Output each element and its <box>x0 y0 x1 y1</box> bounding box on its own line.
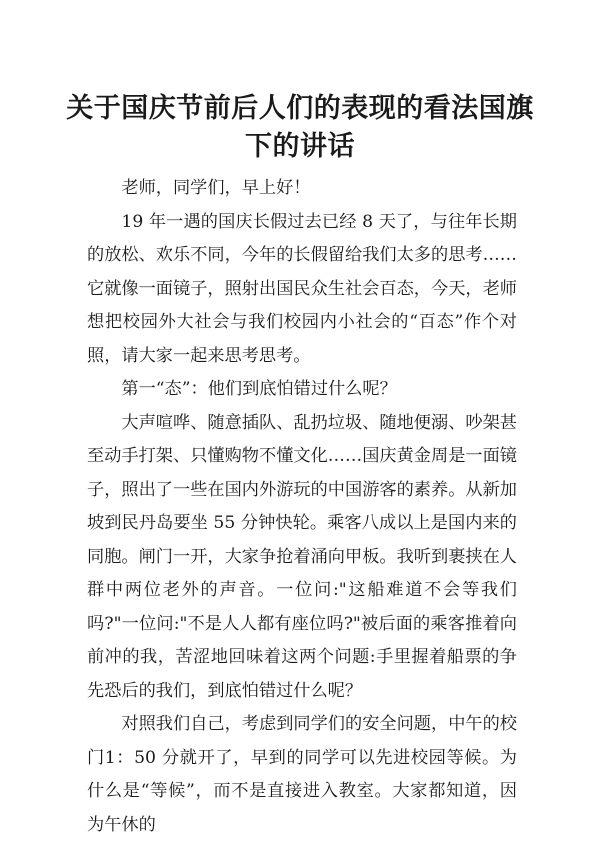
paragraph-greeting: 老师，同学们，早上好！ <box>121 178 311 198</box>
page-title: 关于国庆节前后人们的表现的看法国旗下的讲话 <box>66 93 534 163</box>
document-body <box>87 172 517 842</box>
paragraph-school-comparison: 对照我们自己，考虑到同学们的安全问题，中午的校门1：50 分就开了，早到的同学可以先进校园等候。为什么是“等候”，而不是直接进入教室。大家都知道，因为午休的 <box>87 714 517 835</box>
paragraph-section-heading: 第一“态”：他们到底怕错过什么呢？ <box>121 379 397 399</box>
paragraph-intro: 19 年一遇的国庆长假过去已经 8 天了，与往年长期的放松、欢乐不同，今年的长假留给我们太多的思考……它就像一面镜子，照射出国民众生社会百态，今天，老师想把校园外大社会与我们校园内小社会的“百态”作个对照，请大家一起来思考思考。 <box>87 211 517 366</box>
paragraph-tourist-behavior: 大声喧哗、随意插队、乱扔垃圾、随地便溺、吵架甚至动手打架、只懂购物不懂文化……国庆黄金周是一面镜子，照出了一些在国内外游玩的中国游客的素养。从新加坡到民丹岛要坐 55 分钟快轮。乘客八成以上是国内来的同胞。闸门一开，大家争抢着涌向甲板。我听到裹挟在人群中两位老外的声音。一位问:"这船难道不会等我们吗?"一位问:"不是人人都有座位吗?"被后面的乘客推着向前冲的我，苦涩地回味着这两个问题:手里握着船票的争先恐后的我们，到底怕错过什么呢？ <box>87 412 517 701</box>
